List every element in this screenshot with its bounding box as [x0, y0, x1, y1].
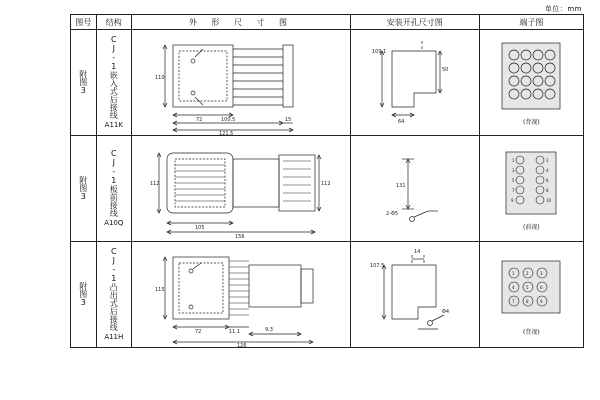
structure-code: A10Q [104, 219, 124, 227]
dim-100-5: 100.5 [220, 116, 236, 123]
dim-72: 72 [195, 116, 203, 123]
dim-126: 126 [236, 342, 247, 347]
terminal-diagram-3 [494, 253, 568, 327]
structure-code: A11H [104, 333, 124, 341]
svg-text:10: 10 [546, 198, 552, 203]
fig-no-text: 附图3 [78, 282, 88, 307]
header-outline: 外 形 尺 寸 图 [132, 15, 351, 30]
dim-115: 115 [154, 286, 165, 293]
svg-text:5: 5 [526, 285, 529, 290]
structure-text: CJ-1嵌入式后接线 [109, 35, 119, 119]
outline-drawing-1 [133, 31, 349, 135]
dim-72: 72 [194, 328, 202, 335]
table-row [71, 136, 584, 242]
table-row [71, 242, 584, 348]
dim-121-5: 121.5 [218, 130, 234, 135]
outline-drawing-2 [133, 137, 349, 241]
header-structure: 结构 [96, 15, 132, 30]
cell-structure [96, 242, 132, 348]
svg-text:9: 9 [511, 198, 514, 203]
svg-text:9: 9 [540, 299, 543, 304]
cell-outline-drawing [132, 30, 351, 136]
unit-label: 单位：mm [544, 5, 582, 13]
dim-156: 156 [234, 233, 245, 240]
cell-fig-no [71, 242, 97, 348]
structure-text: CJ-1板前接线 [109, 149, 119, 217]
cell-structure [96, 136, 132, 242]
dim-112: 112 [149, 180, 160, 187]
cell-terminal-drawing [479, 136, 583, 242]
structure-code: A11K [104, 121, 123, 129]
cell-fig-no [71, 30, 97, 136]
svg-text:2: 2 [546, 158, 549, 163]
cell-structure [96, 30, 132, 136]
dim-110: 110 [154, 74, 165, 81]
svg-text:1: 1 [512, 271, 515, 276]
cell-outline-drawing [132, 242, 351, 348]
dim-2phi5: 2-Φ5 [385, 210, 398, 217]
outline-drawing-3 [133, 243, 349, 347]
terminal-diagram-1 [496, 39, 566, 117]
cell-outline-drawing [132, 136, 351, 242]
fig-no-text: 附图3 [78, 176, 88, 201]
mounting-drawing-1 [352, 31, 478, 135]
svg-text:6: 6 [546, 178, 549, 183]
svg-text:7: 7 [512, 188, 515, 193]
header-mounting: 安装开孔尺寸图 [350, 15, 479, 30]
svg-text:2: 2 [526, 271, 529, 276]
dim-11-1: 11.1 [228, 328, 241, 335]
cell-mounting-drawing [350, 136, 479, 242]
svg-text:6: 6 [540, 285, 543, 290]
dim-64: 64 [397, 118, 405, 125]
dim-phi4: Φ4 [441, 308, 449, 315]
fig-no-text: 附图3 [78, 70, 88, 95]
table-header-row [71, 15, 584, 30]
svg-text:8: 8 [546, 188, 549, 193]
terminal-note: (背视) [523, 119, 540, 126]
dim-107-5: 107.5 [369, 262, 385, 269]
terminal-diagram-2 [496, 146, 566, 222]
header-fig-no: 图号 [71, 15, 97, 30]
terminal-note: (前视) [523, 224, 540, 231]
cell-fig-no [71, 136, 97, 242]
cell-mounting-drawing [350, 242, 479, 348]
dim-112b: 112 [320, 180, 331, 187]
svg-text:5: 5 [512, 178, 515, 183]
dim-9-3: 9.3 [264, 326, 273, 333]
cell-terminal-drawing [479, 242, 583, 348]
cell-mounting-drawing [350, 30, 479, 136]
header-terminal: 端子图 [479, 15, 583, 30]
dim-109-1: 109.1 [371, 48, 387, 55]
svg-text:4: 4 [512, 285, 515, 290]
svg-text:7: 7 [512, 299, 515, 304]
dimension-table [70, 14, 584, 348]
dim-131: 131 [395, 182, 406, 189]
mounting-drawing-3 [352, 243, 478, 347]
svg-text:3: 3 [540, 271, 543, 276]
svg-text:3: 3 [512, 168, 515, 173]
svg-text:4: 4 [546, 168, 549, 173]
structure-text: CJ-1凸出式后接线 [109, 247, 119, 331]
dim-105: 105 [194, 224, 205, 231]
svg-text:1: 1 [512, 158, 515, 163]
cell-terminal-drawing [479, 30, 583, 136]
dim-14: 14 [413, 248, 421, 255]
table-row [71, 30, 584, 136]
mounting-drawing-2 [352, 137, 478, 241]
svg-text:8: 8 [526, 299, 529, 304]
terminal-note: (背视) [523, 329, 540, 336]
dim-15: 15 [284, 116, 292, 123]
dim-50: 50 [441, 66, 449, 73]
